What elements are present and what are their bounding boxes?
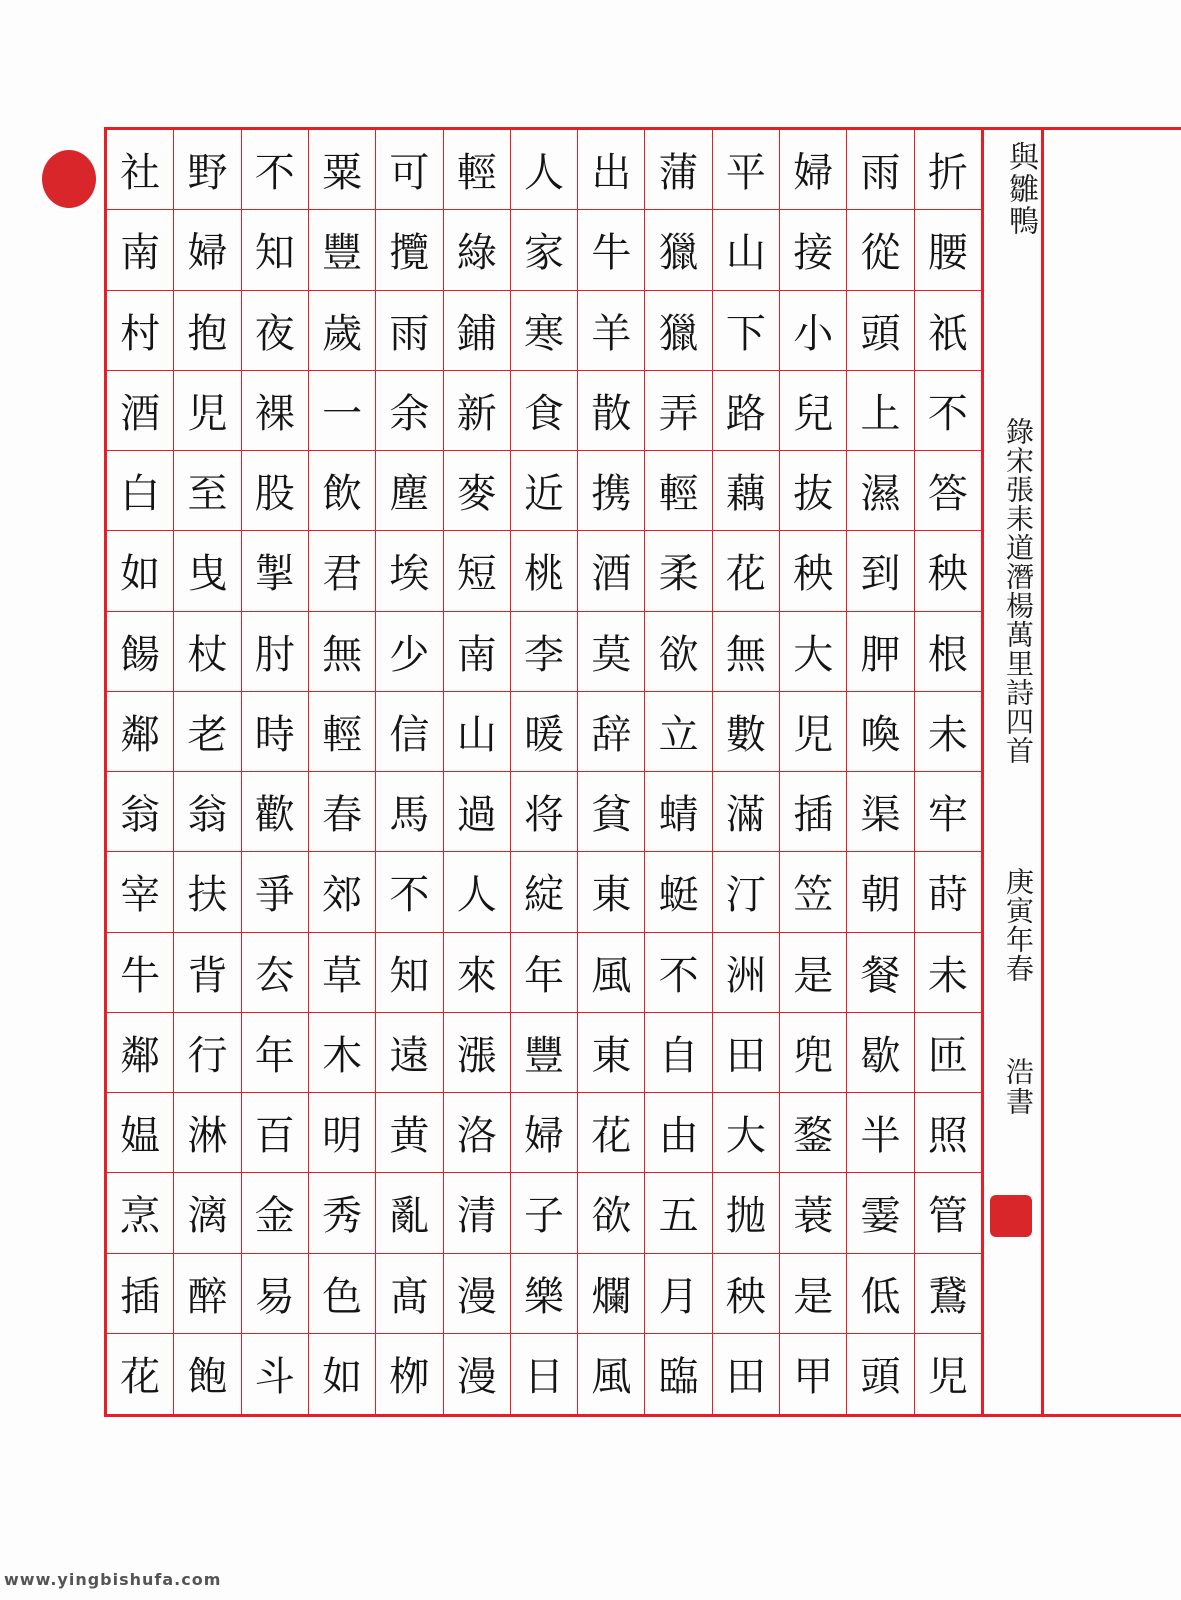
- grid-character: 樂: [511, 1254, 578, 1334]
- grid-character: 秀: [309, 1173, 376, 1253]
- grid-character: 春: [309, 772, 376, 852]
- grid-character: 雨: [847, 130, 914, 210]
- grid-character: 蓑: [780, 1173, 847, 1253]
- poem-title: 與雛鴨: [1003, 141, 1038, 237]
- website-watermark: www.yingbishufa.com: [4, 1570, 222, 1589]
- grid-character: 桃: [511, 531, 578, 611]
- grid-character: 明: [309, 1093, 376, 1173]
- grid-character: 管: [915, 1173, 982, 1253]
- grid-character: 東: [578, 852, 645, 932]
- grid-character: 易: [242, 1254, 309, 1334]
- grid-character: 朝: [847, 852, 914, 932]
- grid-character: 山: [713, 210, 780, 290]
- grid-character: 鄰: [107, 692, 174, 772]
- grid-character: 牢: [915, 772, 982, 852]
- grid-character: 婦: [511, 1093, 578, 1173]
- grid-character: 立: [645, 692, 712, 772]
- grid-character: 児: [915, 1334, 982, 1414]
- grid-character: 杖: [174, 612, 241, 692]
- grid-character: 臨: [645, 1334, 712, 1414]
- grid-character: 漲: [444, 1013, 511, 1093]
- grid-character: 濕: [847, 451, 914, 531]
- grid-character: 藕: [713, 451, 780, 531]
- grid-character: 路: [713, 371, 780, 451]
- grid-character: 雨: [376, 291, 443, 371]
- grid-character: 馬: [376, 772, 443, 852]
- grid-character: 家: [511, 210, 578, 290]
- grid-character: 爛: [578, 1254, 645, 1334]
- grid-character: 斗: [242, 1334, 309, 1414]
- grid-character: 食: [511, 371, 578, 451]
- grid-character: 余: [376, 371, 443, 451]
- grid-character: 百: [242, 1093, 309, 1173]
- grid-character: 媪: [107, 1093, 174, 1173]
- grid-character: 人: [444, 852, 511, 932]
- grid-character: 東: [578, 1013, 645, 1093]
- grid-character: 一: [309, 371, 376, 451]
- grid-character: 知: [376, 933, 443, 1013]
- grid-character: 翁: [107, 772, 174, 852]
- grid-character: 婦: [174, 210, 241, 290]
- grid-character: 甲: [780, 1334, 847, 1414]
- grid-character: 裸: [242, 371, 309, 451]
- grid-character: 花: [107, 1334, 174, 1414]
- grid-character: 數: [713, 692, 780, 772]
- grid-character: 村: [107, 291, 174, 371]
- character-grid: [104, 127, 982, 1417]
- grid-character: 草: [309, 933, 376, 1013]
- grid-character: 下: [713, 291, 780, 371]
- grid-character: 李: [511, 612, 578, 692]
- grid-character: 行: [174, 1013, 241, 1093]
- grid-character: 插: [780, 772, 847, 852]
- grid-character: 來: [444, 933, 511, 1013]
- grid-character: 山: [444, 692, 511, 772]
- grid-character: 漫: [444, 1334, 511, 1414]
- grid-character: 汀: [713, 852, 780, 932]
- grid-character: 短: [444, 531, 511, 611]
- grid-character: 自: [645, 1013, 712, 1093]
- grid-character: 兜: [780, 1013, 847, 1093]
- grid-character: 日: [511, 1334, 578, 1414]
- grid-character: 是: [780, 1254, 847, 1334]
- grid-character: 醉: [174, 1254, 241, 1334]
- grid-character: 時: [242, 692, 309, 772]
- grid-character: 大: [780, 612, 847, 692]
- grid-character: 漓: [174, 1173, 241, 1253]
- grid-character: 小: [780, 291, 847, 371]
- grid-character: 頭: [847, 1334, 914, 1414]
- grid-character: 未: [915, 692, 982, 772]
- grid-character: 攬: [376, 210, 443, 290]
- grid-character: 根: [915, 612, 982, 692]
- grid-character: 秧: [713, 1254, 780, 1334]
- grid-character: 信: [376, 692, 443, 772]
- grid-character: 田: [713, 1013, 780, 1093]
- grid-character: 洛: [444, 1093, 511, 1173]
- grid-character: 輕: [444, 130, 511, 210]
- grid-character: 掣: [242, 531, 309, 611]
- grid-character: 不: [242, 130, 309, 210]
- grid-character: 滿: [713, 772, 780, 852]
- grid-character: 頭: [847, 291, 914, 371]
- grid-character: 近: [511, 451, 578, 531]
- grid-character: 是: [780, 933, 847, 1013]
- grid-character: 月: [645, 1254, 712, 1334]
- grid-character: 鍪: [780, 1093, 847, 1173]
- grid-character: 背: [174, 933, 241, 1013]
- grid-character: 插: [107, 1254, 174, 1334]
- grid-character: 新: [444, 371, 511, 451]
- grid-character: 柔: [645, 531, 712, 611]
- grid-character: 児: [174, 371, 241, 451]
- grid-character: 無: [713, 612, 780, 692]
- grid-character: 年: [242, 1013, 309, 1093]
- grid-character: 至: [174, 451, 241, 531]
- grid-character: 野: [174, 130, 241, 210]
- grid-character: 栁: [376, 1334, 443, 1414]
- grid-character: 歲: [309, 291, 376, 371]
- grid-character: 飲: [309, 451, 376, 531]
- grid-character: 白: [107, 451, 174, 531]
- grid-character: 祇: [915, 291, 982, 371]
- grid-character: 五: [645, 1173, 712, 1253]
- grid-character: 折: [915, 130, 982, 210]
- grid-character: 人: [511, 130, 578, 210]
- grid-character: 社: [107, 130, 174, 210]
- grid-character: 莫: [578, 612, 645, 692]
- grid-character: 酒: [578, 531, 645, 611]
- grid-character: 胛: [847, 612, 914, 692]
- grid-character: 木: [309, 1013, 376, 1093]
- grid-character: 牛: [107, 933, 174, 1013]
- grid-character: 散: [578, 371, 645, 451]
- grid-character: 兒: [780, 371, 847, 451]
- grid-character: 笠: [780, 852, 847, 932]
- grid-character: 秧: [915, 531, 982, 611]
- grid-character: 南: [444, 612, 511, 692]
- signature: 浩書: [1002, 1057, 1035, 1117]
- grid-character: 到: [847, 531, 914, 611]
- grid-character: 辞: [578, 692, 645, 772]
- grid-character: 照: [915, 1093, 982, 1173]
- grid-character: 如: [107, 531, 174, 611]
- leisure-seal: [42, 150, 96, 208]
- grid-character: 輕: [645, 451, 712, 531]
- grid-character: 歡: [242, 772, 309, 852]
- grid-character: 弄: [645, 371, 712, 451]
- grid-character: 翁: [174, 772, 241, 852]
- grid-character: 年: [511, 933, 578, 1013]
- grid-character: 接: [780, 210, 847, 290]
- grid-character: 清: [444, 1173, 511, 1253]
- grid-character: 喚: [847, 692, 914, 772]
- grid-character: 洲: [713, 933, 780, 1013]
- grid-character: 歇: [847, 1013, 914, 1093]
- grid-character: 由: [645, 1093, 712, 1173]
- grid-character: 塵: [376, 451, 443, 531]
- grid-character: 餳: [107, 612, 174, 692]
- grid-character: 酒: [107, 371, 174, 451]
- grid-character: 綠: [444, 210, 511, 290]
- grid-character: 貧: [578, 772, 645, 852]
- grid-character: 花: [578, 1093, 645, 1173]
- grid-character: 抱: [174, 291, 241, 371]
- grid-character: 上: [847, 371, 914, 451]
- grid-character: 平: [713, 130, 780, 210]
- grid-character: 未: [915, 933, 982, 1013]
- grid-character: 獵: [645, 291, 712, 371]
- grid-character: 輕: [309, 692, 376, 772]
- grid-character: 寒: [511, 291, 578, 371]
- grid-character: 遠: [376, 1013, 443, 1093]
- grid-character: 児: [780, 692, 847, 772]
- grid-character: 豐: [511, 1013, 578, 1093]
- grid-character: 扶: [174, 852, 241, 932]
- grid-character: 夜: [242, 291, 309, 371]
- grid-character: 抜: [780, 451, 847, 531]
- poem-credit: 錄宋張耒道潛楊萬里詩四首: [1002, 417, 1035, 765]
- grid-character: 麥: [444, 451, 511, 531]
- grid-character: 飽: [174, 1334, 241, 1414]
- grid-character: 宰: [107, 852, 174, 932]
- grid-character: 如: [309, 1334, 376, 1414]
- grid-character: 鵞: [915, 1254, 982, 1334]
- grid-character: 黄: [376, 1093, 443, 1173]
- grid-character: 蜓: [645, 852, 712, 932]
- grid-character: 不: [645, 933, 712, 1013]
- grid-character: 風: [578, 1334, 645, 1414]
- grid-character: 腰: [915, 210, 982, 290]
- grid-character: 亂: [376, 1173, 443, 1253]
- grid-character: 低: [847, 1254, 914, 1334]
- grid-character: 無: [309, 612, 376, 692]
- grid-character: 鋪: [444, 291, 511, 371]
- grid-character: 南: [107, 210, 174, 290]
- grid-character: 從: [847, 210, 914, 290]
- grid-character: 股: [242, 451, 309, 531]
- grid-character: 欲: [645, 612, 712, 692]
- grid-character: 抛: [713, 1173, 780, 1253]
- grid-character: 髙: [376, 1254, 443, 1334]
- grid-character: 埃: [376, 531, 443, 611]
- grid-character: 将: [511, 772, 578, 852]
- grid-character: 知: [242, 210, 309, 290]
- grid-character: 可: [376, 130, 443, 210]
- grid-character: 粟: [309, 130, 376, 210]
- grid-character: 欲: [578, 1173, 645, 1253]
- grid-character: 鄰: [107, 1013, 174, 1093]
- grid-character: 爭: [242, 852, 309, 932]
- grid-character: 餐: [847, 933, 914, 1013]
- grid-character: 半: [847, 1093, 914, 1173]
- grid-character: 獵: [645, 210, 712, 290]
- grid-character: 肘: [242, 612, 309, 692]
- grid-character: 不: [376, 852, 443, 932]
- grid-character: 淋: [174, 1093, 241, 1173]
- date-inscription: 庚寅年春: [1002, 867, 1035, 983]
- grid-character: 携: [578, 451, 645, 531]
- grid-character: 秧: [780, 531, 847, 611]
- grid-character: 霎: [847, 1173, 914, 1253]
- grid-character: 子: [511, 1173, 578, 1253]
- grid-character: 不: [915, 371, 982, 451]
- grid-character: 田: [713, 1334, 780, 1414]
- grid-character: 匝: [915, 1013, 982, 1093]
- name-seal: [990, 1195, 1032, 1237]
- grid-character: 厺: [242, 933, 309, 1013]
- grid-character: 出: [578, 130, 645, 210]
- grid-character: 花: [713, 531, 780, 611]
- grid-character: 渠: [847, 772, 914, 852]
- grid-character: 烹: [107, 1173, 174, 1253]
- grid-character: 老: [174, 692, 241, 772]
- grid-character: 曳: [174, 531, 241, 611]
- grid-character: 漫: [444, 1254, 511, 1334]
- grid-character: 綻: [511, 852, 578, 932]
- grid-character: 郊: [309, 852, 376, 932]
- grid-character: 羊: [578, 291, 645, 371]
- grid-character: 莳: [915, 852, 982, 932]
- grid-character: 風: [578, 933, 645, 1013]
- grid-character: 君: [309, 531, 376, 611]
- grid-character: 過: [444, 772, 511, 852]
- grid-character: 婦: [780, 130, 847, 210]
- grid-character: 少: [376, 612, 443, 692]
- grid-character: 大: [713, 1093, 780, 1173]
- grid-character: 蒲: [645, 130, 712, 210]
- grid-character: 暖: [511, 692, 578, 772]
- grid-character: 答: [915, 451, 982, 531]
- grid-character: 色: [309, 1254, 376, 1334]
- grid-character: 豐: [309, 210, 376, 290]
- grid-character: 牛: [578, 210, 645, 290]
- grid-character: 金: [242, 1173, 309, 1253]
- grid-character: 蜻: [645, 772, 712, 852]
